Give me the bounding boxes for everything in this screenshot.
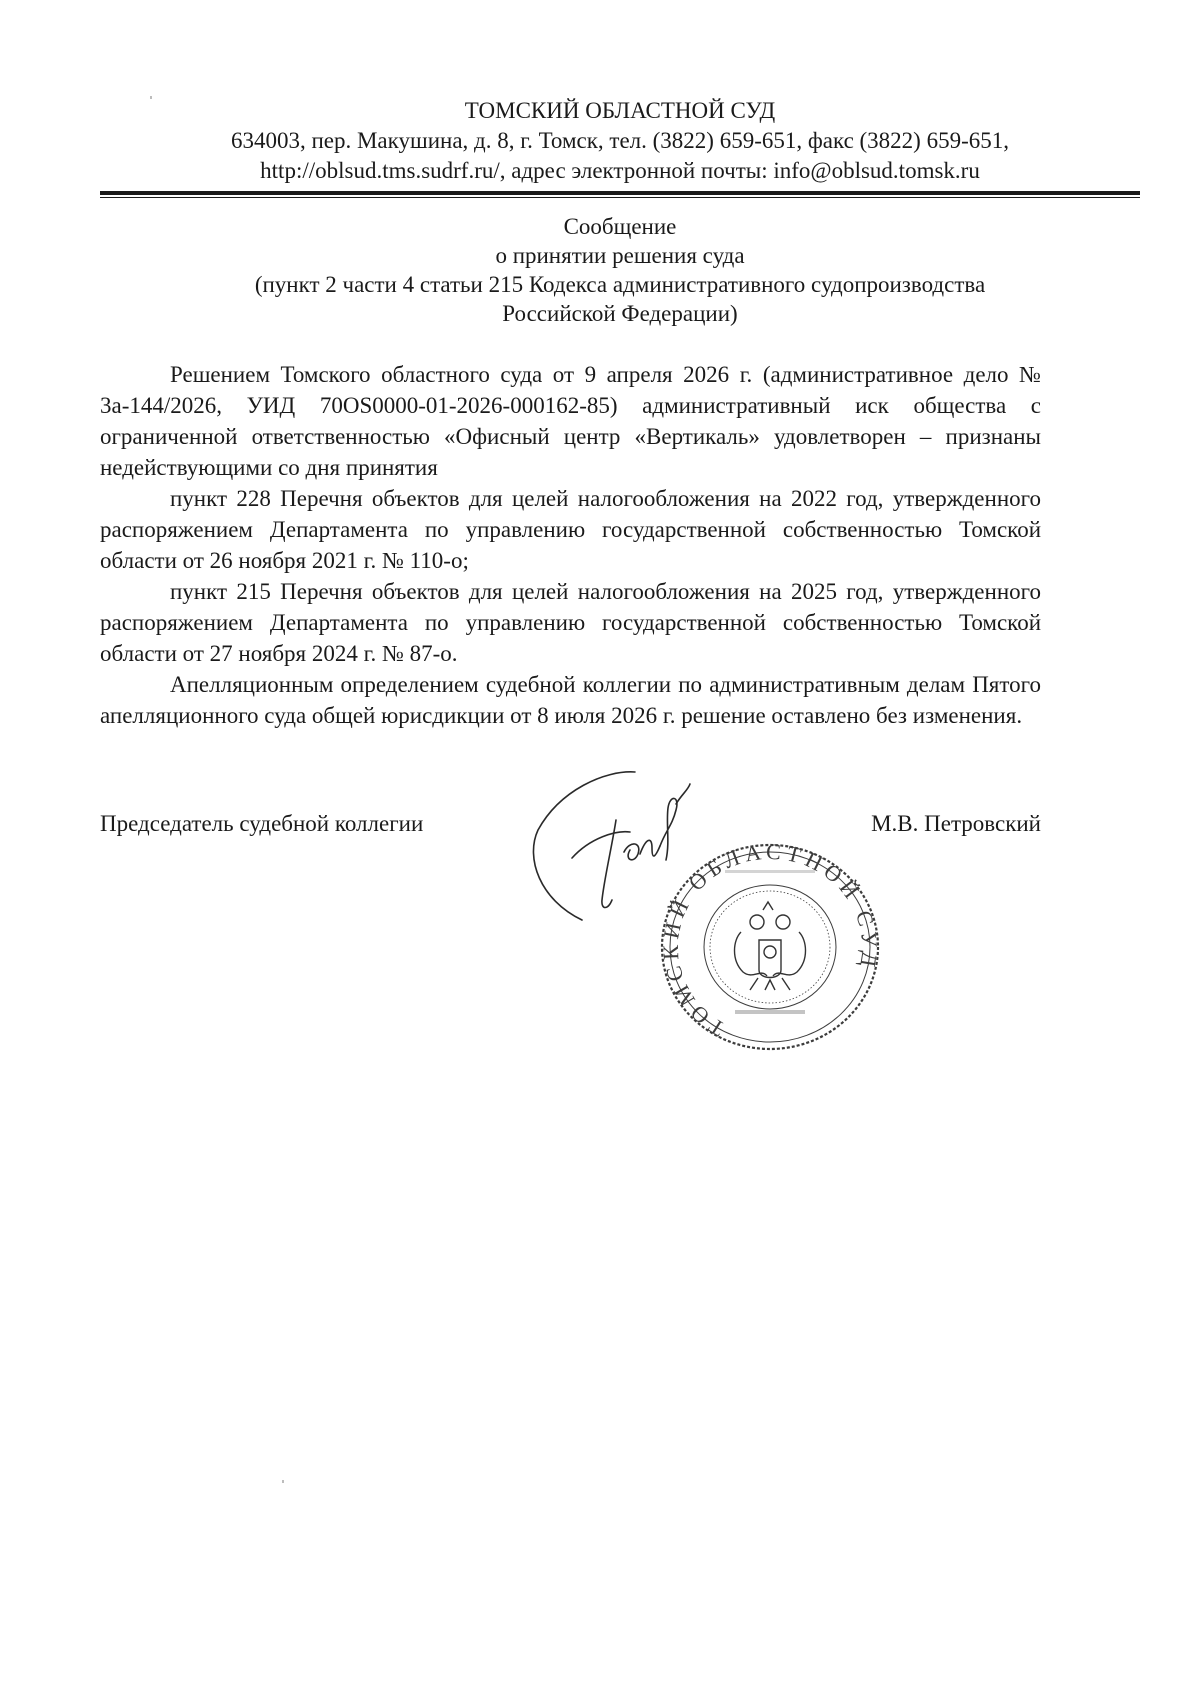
signatory-position: Председатель судебной коллегии [100, 811, 424, 836]
paragraph-decision: Решением Томского областного суда от 9 апреля 2026 г. (административное дело № 3а-144/2026, УИД 70OS0000-01-2026-000162-85) административный иск общества с ограниченной ответственностью «Офисный центр «Вертикаль» удовлетворен – признаны недействующими со дня принятия [100, 362, 1041, 480]
document-body [100, 359, 1041, 731]
title-line-2: о принятии решения суда [495, 243, 745, 268]
title-line-4: Российской Федерации) [502, 301, 738, 326]
official-seal [655, 840, 885, 1055]
paragraph-appeal: Апелляционным определением судебной коллегии по административным делам Пятого апелляционного суда общей юрисдикции от 8 июля 2026 г. решение оставлено без изменения. [100, 672, 1041, 728]
svg-text:ТОМСКИЙ ОБЛАСТНОЙ СУД: ТОМСКИЙ ОБЛАСТНОЙ СУД [657, 840, 883, 1042]
title-line-1: Сообщение [563, 214, 677, 239]
document-title [100, 212, 1140, 328]
letterhead [100, 96, 1140, 186]
court-contacts: http://oblsud.tms.sudrf.ru/, адрес электронной почты: info@oblsud.tomsk.ru [260, 158, 980, 183]
scan-artifact-dot [282, 1480, 284, 1483]
scan-artifact-dot [150, 96, 152, 99]
signatory-name: М.В. Петровский [871, 811, 1041, 836]
title-line-3: (пункт 2 части 4 статьи 215 Кодекса административного судопроизводства [254, 272, 986, 297]
paragraph-item-215: пункт 215 Перечня объектов для целей налогообложения на 2025 год, утвержденного распоряжением Департамента по управлению государственной собственностью Томской области от 27 ноября 2024 г. № 87-о. [100, 579, 1041, 666]
letterhead-divider [100, 191, 1140, 195]
letterhead-divider-thin [100, 197, 1140, 198]
court-address: 634003, пер. Макушина, д. 8, г. Томск, тел. (3822) 659-651, факс (3822) 659-651, [230, 128, 1010, 153]
court-name: ТОМСКИЙ ОБЛАСТНОЙ СУД [464, 98, 776, 123]
paragraph-item-228: пункт 228 Перечня объектов для целей налогообложения на 2022 год, утвержденного распоряжением Департамента по управлению государственной собственностью Томской области от 26 ноября 2021 г. № 110-о; [100, 486, 1041, 573]
